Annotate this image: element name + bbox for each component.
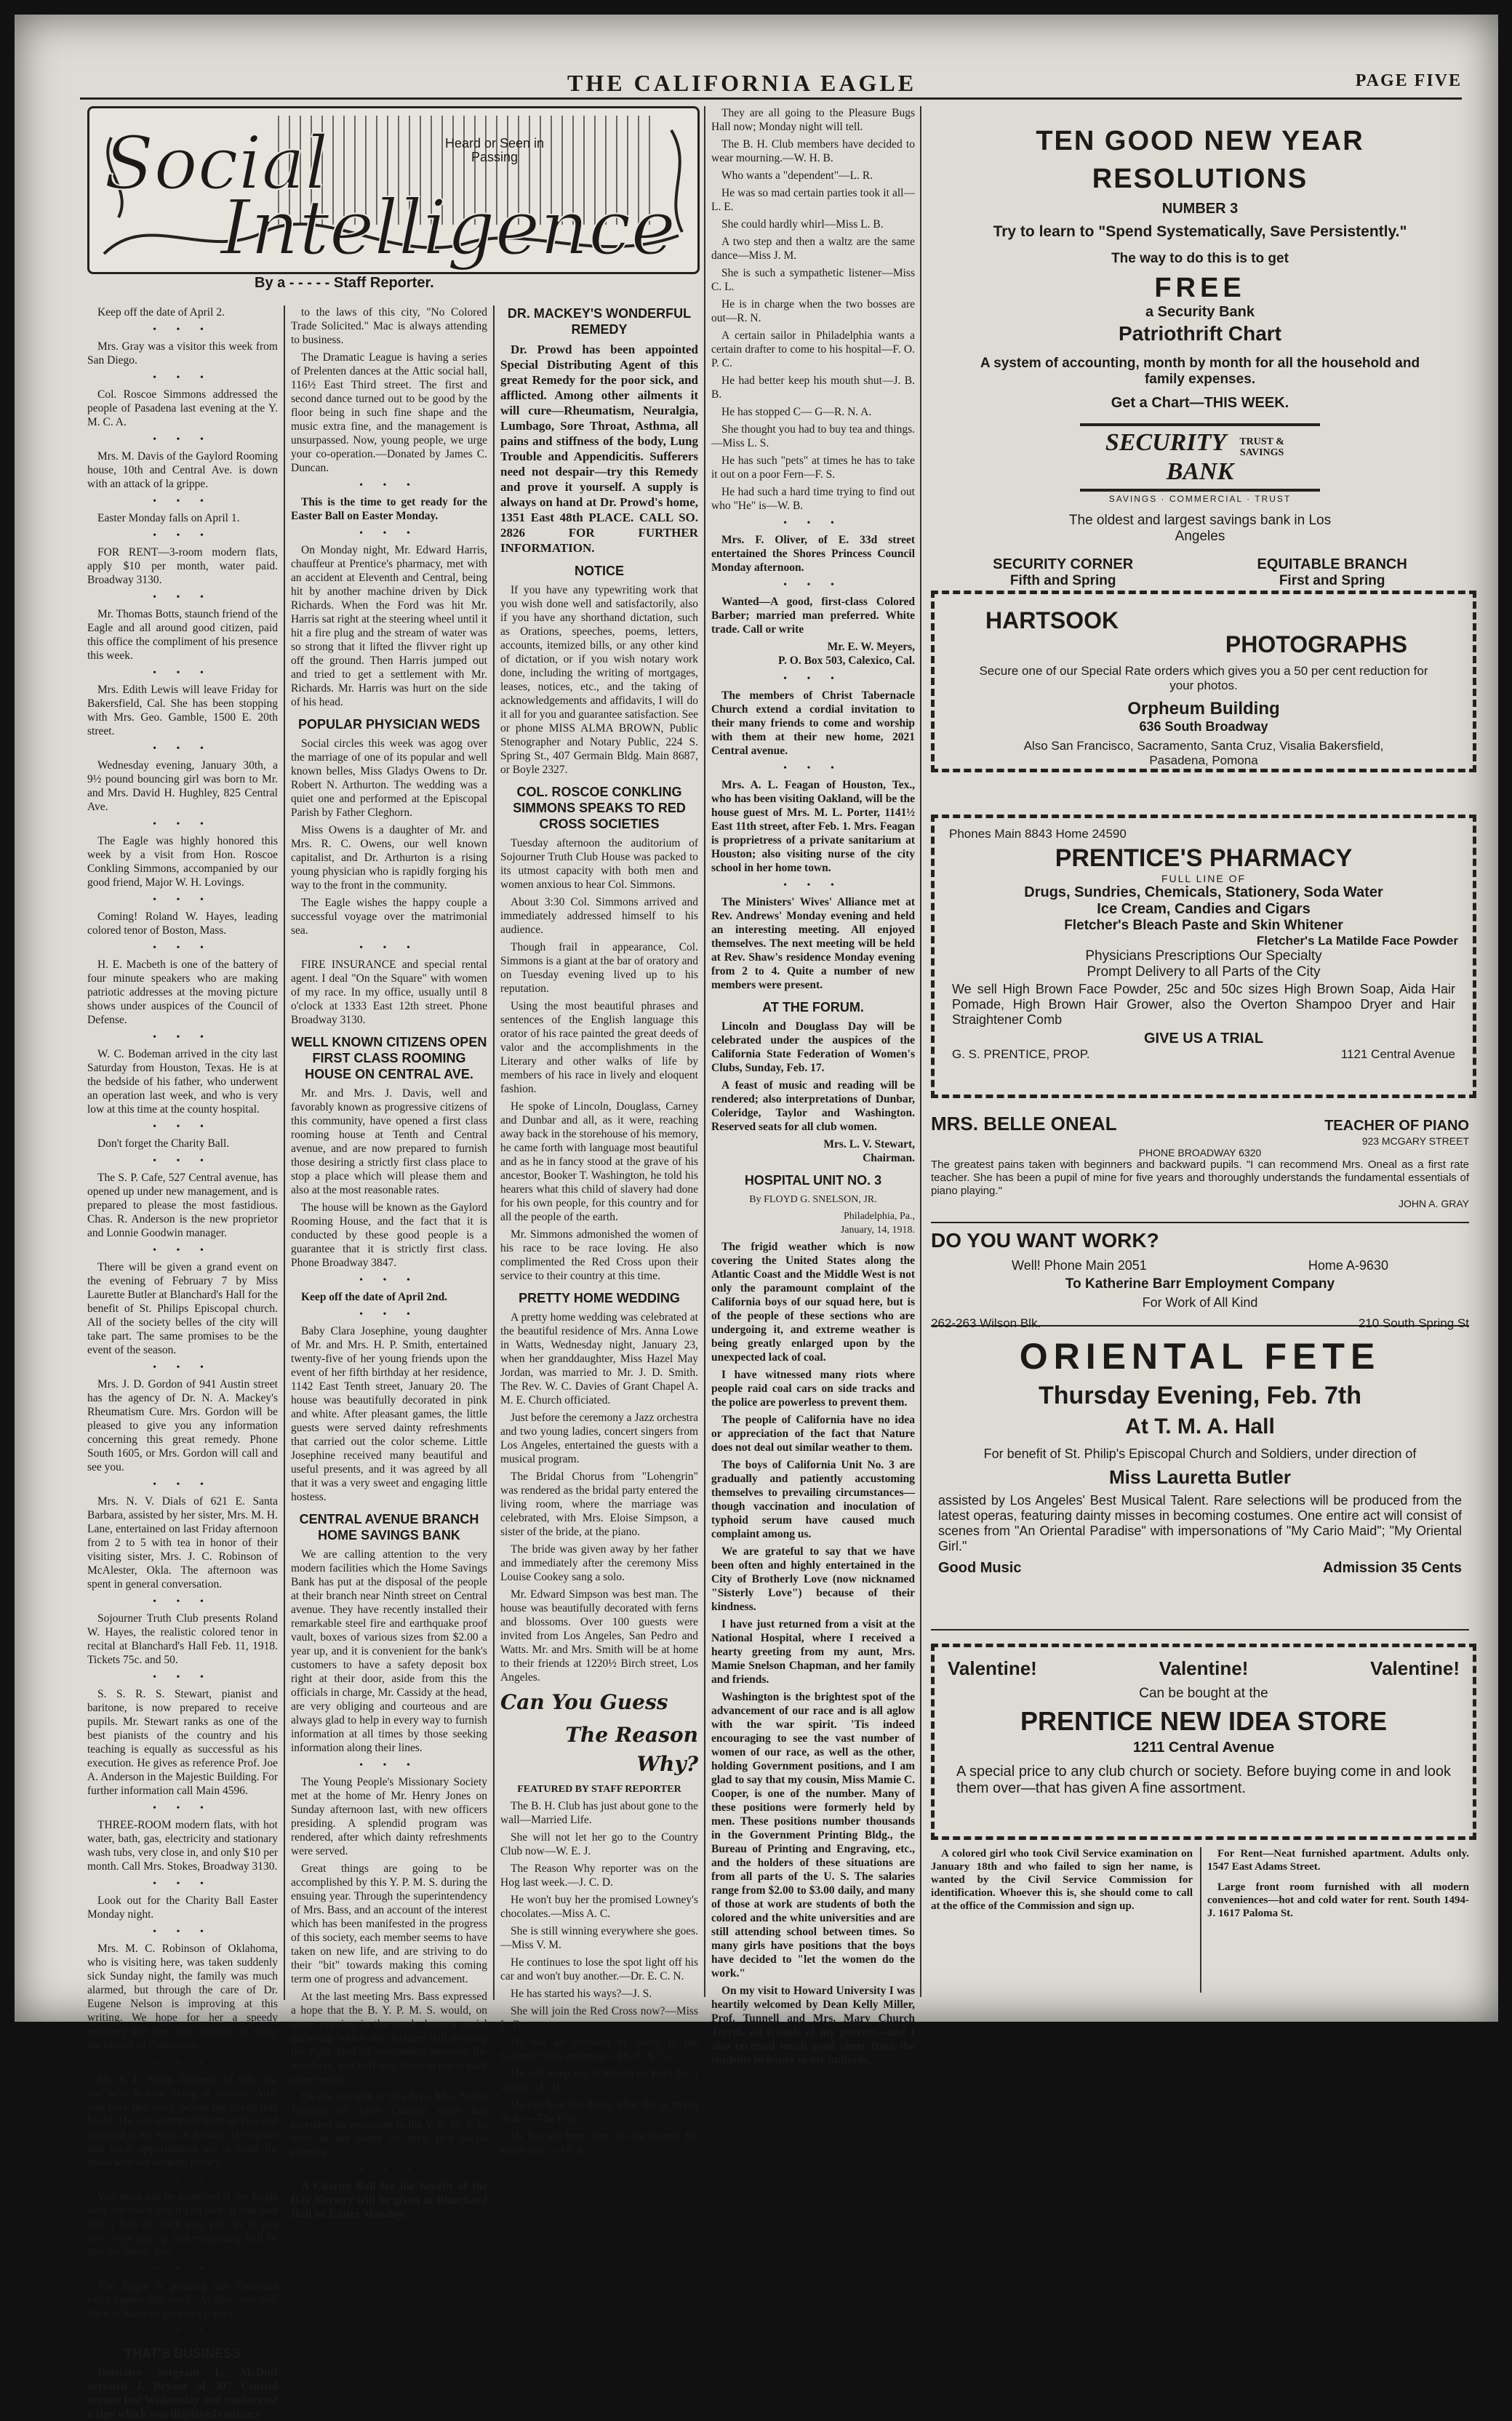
teacher-title: TEACHER OF PIANO [1324,1118,1469,1134]
hartsook-name: HARTSOOK [985,607,1119,633]
article-paragraph: On Monday night, Mr. Edward Harris, chauffeur at Prentice's pharmacy, met with an accident at Eleventh and Central, being hit by another machine driven by Dick Richards. When the Ford was hit Mr. Harris sat right at the steering wheel until it hit a fire plug and the stream of water was so strong that it lifted the flivver right up off the ground. Then Harris jumped out and tried to get a settlement with Mr. Richards. Mr. Harris was hurt on the side of his head. [291,544,487,708]
guess-item: He has an aversion of going to the Country Club anymore.—Dr. F. A. G. [500,2036,698,2062]
column-rule [704,106,705,1997]
article-paragraph: Mrs. A. L. Feagan of Houston, Tex., who has been visiting Oakland, will be the house guest of Mrs. M. L. Porter, 1141½ East 11th street, after Feb. 1. Mrs. Feagan is proprietress of a private sanitarium at Houston; also visiting nurse of the city school in her home town. [711,779,915,874]
staff-reporter-line: By a - - - - - Staff Reporter. [255,275,434,291]
article-paragraph: We are grateful to say that we have been often and highly entertained in the City of Brotherly Love (now nicknamed "Sisterly Love") because of their kindness. [711,1545,915,1613]
can-you-guess-title: Can You Guess [500,1690,668,1714]
featured-byline: FEATURED BY STAFF REPORTER [517,1784,681,1795]
free-text: FREE [1154,273,1246,303]
item-separator: • • • [153,2057,212,2068]
social-intelligence-banner [87,106,700,274]
get-chart: Get a Chart—THIS WEEK. [1111,395,1289,411]
local-item: There will be given a grand event on the evening of February 7 by Miss Laurette Butler at Blanchard's Hall for the benefit of St. Philips Episcopal church. All of the society belles of the city will take part. The same promises to be the event of the season. [87,1261,278,1356]
guess-item: They are all going to the Pleasure Bugs Hall now; Monday night will tell. [711,107,915,133]
article-paragraph: Tuesday afternoon the auditorium of Sojourner Truth Club House was packed to its utmost capacity with both men and women anxious to hear Col. Simmons. [500,837,698,891]
local-item: The Eagle was highly honored this week by a visit from Hon. Roscoe Conkling Simmons, accompanied by our good friend, Major W. H. Lovings. [87,835,278,889]
item-separator: • • • [153,943,212,953]
article-paragraph: Social circles this week was agog over the marriage of one of its popular and well known belles, Miss Gladys Owens to Dr. Robert N. Arthurton. The wedding was a quiet one and performed at the Episcopal Parish by Father Cleghorn. [291,737,487,819]
local-item: The S. P. Cafe, 527 Central avenue, has opened up under new management, and is prepared to please the most fastidious. Chas. R. Anderson is the new proprietor and Lonnie Goodwin manager. [87,1172,278,1239]
banner-ornament [89,108,697,272]
forum-signature: Mrs. L. V. Stewart, [823,1138,915,1151]
patriothrift-chart: Patriothrift Chart [1119,322,1281,345]
article-paragraph: A pretty home wedding was celebrated at the beautiful residence of Mrs. Anna Lowe in Watts, Wednesday night, January 23, when her granddaughter, Miss Hazel May Jordan, was married to Mr. J. D. Smith. The Rev. W. C. Davies of Grant Chapel A. M. E. Church officiated. [500,1311,698,1406]
item-separator: • • • [153,743,212,754]
fete-title: ORIENTAL FETE [1019,1336,1381,1377]
item-separator: • • • [153,530,212,541]
local-item: Coming! Roland W. Hayes, leading colored tenor of Boston, Mass. [87,911,278,937]
article-paragraph: The frigid weather which is now covering the United States along the Atlantic Coast and the Middle West is not only the paramount complaint of the California boys of our squad here, but is of the people of these sections who are undergoing it, and extreme weather is being greatly enlarged upon by the unexpected lack of coal. [711,1241,915,1364]
article-paragraph: Just before the ceremony a Jazz orchestra and two young ladies, concert singers from Los Angeles, entertained the guests with a musical program. [500,1412,698,1465]
banner-word-intelligence: Intelligence [220,183,676,272]
article-paragraph: The boys of California Unit No. 3 are gradually and patiently accustoming themselves to prevailing circumstances—though vaccination and inoculation of typhoid serum have caused much complaint among us. [711,1459,915,1540]
local-item: H. E. Macbeth is one of the battery of four minute speakers who are making patriotic addresses at the moving picture shows under auspices of the Council of Defense. [87,959,278,1026]
item-separator: • • • [153,1926,212,1937]
guess-item: She is still winning everywhere she goes.—Miss V. M. [500,1925,698,1951]
headline-hospital-unit: HOSPITAL UNIT NO. 3 [744,1173,882,1188]
ad-hartsook-photographs [931,591,1476,772]
classified-wanted: Wanted—A good, first-class Colored Barber; married man preferred. White trade. Call or write [711,596,915,636]
masthead [80,65,1462,100]
local-item: Mrs. N. V. Dials of 621 E. Santa Barbara, assisted by her sister, Mrs. M. H. Lane, entertained on last Friday afternoon from 2 to 5 with tea in honor of their visiting sister, Mrs. J. C. Robinson of McAlester, Okla. The afternoon was spent in general conversation. [87,1495,278,1590]
headline-savings-bank: CENTRAL AVENUE BRANCH HOME SAVINGS BANK [299,1512,479,1542]
fete-hall: At T. M. A. Hall [1125,1414,1275,1438]
ad-security-bank [931,106,1469,589]
security-bank-logo: SECURITY TRUST & SAVINGS BANK [1080,423,1320,492]
notice-paragraph: This is the time to get ready for the Easter Ball on Easter Monday. [291,496,487,522]
teacher-name: MRS. BELLE ONEAL [931,1113,1117,1135]
local-item: Mrs. M. Davis of the Gaylord Rooming house, 10th and Central Ave. is down with an attack of la grippe. [87,450,278,490]
local-item: Mr. Thomas Botts, staunch friend of the Eagle and all around good citizen, paid this office the compliment of his presence this week. [87,608,278,662]
local-item: Mrs. Gray was a visitor this week from San Diego. [87,340,278,367]
item-separator: • • • [153,2174,212,2185]
local-item: The Eagle is printing one thousand extra copies this week. At that, you will have to hurry to get extra copies. [87,2280,278,2320]
resolution-number: NUMBER 3 [1161,201,1239,217]
photo-address: 636 South Broadway [1139,719,1268,734]
article-paragraph: Mrs. F. Oliver, of E. 33d street entertained the Shores Princess Council Monday afternoon. [711,534,915,574]
headline-notice: NOTICE [574,564,624,578]
item-separator: • • • [153,1479,212,1490]
item-separator: • • • [153,1362,212,1373]
guess-item: She will not let her go to the Country Club now—W. E. J. [500,1831,698,1857]
article-paragraph: Using the most beautiful phrases and sentences of the English language this orator of his race painted the great deeds of valor and the accomplishments in the Literary and other walks of life by members of his race in lively and eloquent fashion. [500,1000,698,1095]
banner-subtitle: Heard or Seen in Passing [444,136,545,164]
item-separator: • • • [153,592,212,603]
ad-oriental-fete: ORIENTAL FETE Thursday Evening, Feb. 7th At T. M. A. Hall For benefit of St. Philip's Episcopal Church and Soldiers, under direction of Miss Lauretta Butler assisted by Los Angeles' Best Musical Talent. Rare selections will be produced from the latest operas, featuring dainty misses in becoming costumes. One entire act will consist of scenes from "An Oriental Paradise" with impersonations of "My Cario Maid"; "My Oriental Girl." Good Music Admission 35 Cents [931,1331,1469,1630]
local-item: W. C. Bodeman arrived in the city last Saturday from Houston, Texas. He is at the bedside of his father, who underwent an operation last week, and who is very low at this time at the county hospital. [87,1048,278,1116]
photo-locations: Also San Francisco, Sacramento, Santa Cruz, Visalia Bakersfield, Pasadena, Pomona [1023,739,1384,767]
local-item: Sojourner Truth Club presents Roland W. Hayes, the realistic colored tenor in recital at Blanchard's Hall Feb. 11, 1918. Tickets 75c. and 50. [87,1612,278,1666]
local-item: Mrs. Edith Lewis will leave Friday for Bakersfield, Cal. She has been stopping with Mrs. Geo. Gamble, 1500 E. 20th street. [87,684,278,737]
resolutions-title: TEN GOOD NEW YEAR RESOLUTIONS [1036,126,1364,194]
work-title: DO YOU WANT WORK? [931,1229,1159,1252]
column-rule [920,106,921,1997]
page-number: PAGE FIVE [1355,71,1462,90]
dateline-date: January, 14, 1918. [840,1225,915,1236]
column-3 [500,305,699,2156]
headline-thats-business: THAT'S BUSINESS [124,2346,241,2361]
article-paragraph: The Eagle wishes the happy couple a successful voyage over the matrimonial sea. [291,897,487,937]
guess-item: He has such "pets" at times he has to take it out on a poor Fern—F. S. [711,455,915,481]
article-paragraph: Detective Sergeant L. McDuff arrested J. Bryant of 307 Central avenue last Wednesday and confiscated a sign which was displayed contrary [87,2366,278,2420]
column-4: They are all going to the Pleasure Bugs Hall now; Monday night will tell. The B. H. Club members have decided to wear mourning.—W. H. B. Who wants a "dependent"—L. R. He was so mad certain parties took it all—L. E. She could hardly whirl—Miss L. B. A two step and then a waltz are the same dance—Miss J. M. She is such a sympathetic listener—Miss C. L. He is in charge when the two bosses are out—R. N. A certain sailor in Philadelphia wants a certain drafter to come to his hospital—F. O. P. C. He had better keep his mouth shut—J. B. B. He has stopped C— G—R. N. A. She thought you had to buy tea and things.—Miss L. S. He has such "pets" at times he has to take it out on a poor Fern—F. S. He had such a hard time trying to find out who "He" is—W. B. • • • Mrs. F. Oliver, of E. 33d street entertained the Shores Princess Council Monday afternoon. • • • Wanted—A good, first-class Colored Barber; married man preferred. White trade. Call or write Mr. E. W. Meyers, P. O. Box 503, Calexico, Cal. • • • The members of Christ Tabernacle Church extend a cordial invitation to their many friends to come and worship with them at their new home, 2021 Central avenue. • • • Mrs. A. L. Feagan of Houston, Tex., who has been visiting Oakland, will be the house guest of Mrs. M. L. Porter, 1141½ East 11th street, after Feb. 1. Mrs. Feagan is proprietress of a private sanitarium at Houston; also visiting nurse of the city school in her home town. • • • The Ministers' Wives' Alliance met at Rev. Andrews' Monday evening and held an interesting meeting. All enjoyed themselves. The next meeting will be held at Rev. Shaw's residence Monday evening from 2 to 4. Quite a number of new members were present. AT THE FORUM. Lincoln and Douglass Day will be celebrated under the auspices of the California State Federation of Women's Clubs, Sunday, Feb. 17. A feast of music and reading will be rendered; also interpretations of Dunbar, Coleridge, Taylor and Washington. Reserved seats for all club women. Mrs. L. V. Stewart, Chairman. HOSPITAL UNIT NO. 3 By FLOYD G. SNELSON, JR. Philadelphia, Pa., January, 14, 1918. The frigid weather which is now covering the United States along the Atlantic Coast and the Middle West is not only the paramount complaint of the California boys of our squad here, but is of the people of these sections who are undergoing it, and extreme weather is being greatly enlarged upon by the unexpected lack of coal. I have witnessed many riots where people raid coal cars on side tracks and the police are powerless to prevent them. The people of California have no idea or appreciation of the fact that Nature does not deal out similar weather to them. The boys of California Unit No. 3 are gradually and patiently accustoming themselves to prevailing circumstances—though vaccination and inoculation of typhoid serum have caused much complaint among us. We are grateful to say that we have been often and highly entertained in the City of Brotherly Love (now nicknamed "Sisterly Love") because of their kindness. I have just returned from a visit at the National Hospital, where I received a hearty greeting from my aunt, Mrs. Mamie Snelson Chapman, and her family and friends. Washington is the brightest spot of the advancement of our race and is all aglow with the war spirit. 'Tis indeed encouraging to see the vast number of women of our race, as well as the other, holding Government positions, and I am glad to say that my cousin, Miss Mamie C. Cooper, is one of the number. Many of these positions were formerly held by men. These positions number thousands in the Government Printing Bldg., the Bureau of Printing and Engraving, etc., and the holders of these situations are from all parts of the U. S. The salaries range from $2.00 to $3.00 daily, and many of those at work are students of both the colored and the white universities and are still attending school between times. So many girls have positions that the boys have decided to "let the women do the work." On my visit to Howard University I was heartily welcomed by Dean Kelly Miller, Prof. Tunnell and Mrs. Mary Church Terrill, all friends of my parents—and I also received much good cheer from the students in honor to my uniform. [711,107,915,2066]
item-separator: • • • [153,1596,212,1607]
article-paragraph: Mr. and Mrs. J. Davis, well and favorably known as progressive citizens of this community, have opened a first class rooming house at Tenth and Central avenue, and are now prepared to furnish those desiring a strictly first class place to stop a place which will please them and also at the most reasonable rates. [291,1087,487,1196]
for-rent-classifieds: For Rent—Neat furnished apartment. Adults only. 1547 East Adams Street. Large front room furnished with all modern conveniences—hot and cold water for rent. South 1494-J. 1617 Paloma St. [1207,1848,1469,1919]
guess-item: She will join the Red Cross now?—Miss L. B. [500,2005,698,2031]
hospital-byline: By FLOYD G. SNELSON, JR. [749,1194,877,1205]
article-paragraph: Great things are going to be accomplished by this Y. P. M. S. during the ensuing year. Through the superintendency of Mrs. Bass, and an account of the interest which has been manifested in the progress of this society, each member seems to have taken on new life, and are striving to do their "bit" towards making this coming term one of progress and advancement. [291,1862,487,1985]
item-separator: • • • [153,2264,212,2275]
article-paragraph: I have just returned from a visit at the National Hospital, where I received a hearty greeting from my aunt, Mrs. Mamie Snelson Chapman, and her family and friends. [711,1618,915,1686]
article-paragraph: Mr. Simmons admonished the women of his race to be race loving. He also complimented the Red Cross upon their service to their country at this time. [500,1228,698,1282]
headline-home-wedding: PRETTY HOME WEDDING [519,1291,680,1305]
guess-item: She could hardly whirl—Miss L. B. [721,218,884,231]
local-item: Col. Roscoe Simmons addressed the people of Pasadena last evening at the Y. M. C. A. [87,388,278,428]
resolution-text: Try to learn to "Spend Systematically, Save Persistently." [993,223,1407,240]
banner-word-social: Social [104,121,329,206]
article-paragraph: At the last meeting Mrs. Bass expressed a hope that the B. Y. P. M. S. would, on some evening in the week, have a social gathering which she declares will develop the right kind of association between the members, and will help them to know each other better. [291,1990,487,2086]
guess-item: He won't buy her the promised Lowney's chocolates.—Miss A. C. [500,1894,698,1920]
article-paragraph: The bride was given away by her father and immediately after the ceremony Miss Louise Cookey sang a solo. [500,1543,698,1583]
pharmacy-phones: Phones Main 8843 Home 24590 [949,827,1127,841]
column-rule [493,305,495,2000]
store-name: PRENTICE NEW IDEA STORE [1020,1706,1388,1736]
guess-item: He has not been seen on the avenue for some time.—W. K. [500,2130,698,2156]
ad-belle-oneal-piano: MRS. BELLE ONEAL TEACHER OF PIANO 923 MCGARY STREET PHONE BROADWAY 6320 The greatest pains taken with beginners and backward pupils. "I can recommend Mrs. Oneal as a first rate teacher. She has been a pupil of mine for five years and thoroughly understands the fundamental essentials of piano playing." JOHN A. GRAY [931,1113,1469,1209]
item-separator: • • • [153,1121,212,1132]
oldest-bank-text: The oldest and largest savings bank in Los Angeles [1068,513,1332,545]
local-item: Mrs. J. D. Gordon of 941 Austin street has the agency of Dr. N. A. Mackey's Rheumatism Cure. Mrs. Gordon will be pleased to give you any information concerning this great remedy. Phone South 1605, or Mrs. Gordon will call and see you. [87,1378,278,1473]
pharmacy-name: PRENTICE'S PHARMACY [1055,844,1353,872]
article-paragraph: The house will be known as the Gaylord Rooming House, and the fact that it is conducted by these good people is a guarantee that it is strictly first class. Phone Broadway 3847. [291,1201,487,1269]
column-rule [284,305,285,2000]
local-item: Easter Monday falls on April 1. [97,512,240,524]
article-paragraph: About 3:30 Col. Simmons arrived and immediately addressed himself to his audience. [500,896,698,936]
item-separator: • • • [153,819,212,830]
headline-col-simmons: COL. ROSCOE CONKLING SIMMONS SPEAKS TO RED CROSS SOCIETIES [513,785,686,831]
item-separator: • • • [153,1672,212,1683]
wanted-signature: Mr. E. W. Meyers, [827,641,915,653]
article-paragraph: Though frail in appearance, Col. Simmons is a giant at the bar of oratory and on Tuesday evening lived up to his reputation. [500,941,698,995]
reason-why-title: The Reason Why? [565,1723,698,1776]
local-item: Wednesday evening, January 30th, a 9½ pound bouncing girl was born to Mr. and Mrs. David H. Hughley, 825 Central Ave. [87,759,278,813]
item-separator: • • • [153,1878,212,1889]
way-text: The way to do this is to get [1111,251,1289,266]
article-paragraph: The Bridal Chorus from "Lohengrin" was rendered as the bridal party entered the living room, where the marriage was celebrated, with Mrs. Eloise Simpson, a sister of the bride, at the piano. [500,1470,698,1538]
guess-item: He had such a hard time trying to find out who "He" is—W. B. [711,486,915,512]
item-separator: • • • [153,2326,212,2337]
ad-prentices-pharmacy: Phones Main 8843 Home 24590 PRENTICE'S PHARMACY FULL LINE OF Drugs, Sundries, Chemicals, Stationery, Soda Water Ice Cream, Candies and Cigars Fletcher's Bleach Paste and Skin Whitener Fletcher's La Matilde Face Powder Physicians Prescriptions Our Specialty Prompt Delivery to all Parts of the City We sell High Brown Face Powder, 25c and 50c sizes High Brown Soap, Aida Hair Pomade, High Brown Hair Grower, also the Overton Shampoo Dryer and Hair Straightener Comb GIVE US A TRIAL G. S. PRENTICE, PROP. 1121 Central Avenue [931,815,1476,1098]
local-item: Mrs. M. C. Robinson of Oklahoma, who is visiting here, was taken suddenly sick Sunday night, the family was much alarmed, but through the care of Dr. Eugene Nelson is improving at this writing. We hope for her a speedy recovery that she may continue to enjoy the beauty of California. [87,1942,278,2052]
article-paragraph: Lincoln and Douglass Day will be celebrated under the auspices of the California State Federation of Women's Clubs, Sunday, Feb. 17. [711,1020,915,1074]
local-item: S. S. R. S. Stewart, pianist and baritone, is now prepared to receive pupils. Mr. Stewart ranks as one of the best pianists of the country and his teaching is equally as successful as his execution. He gives as reference Prof. Joe A. Anderson in the Majestic Building. For further information call Main 4596. [87,1688,278,1797]
guess-item: He will keep out of Prentice's Ford for a while.—E. H. [500,2068,698,2094]
column-1-locals [87,305,278,2420]
article-paragraph: I have witnessed many riots where people raid coal cars on side tracks and the police are powerless to prevent them. [711,1369,915,1409]
article-paragraph: Washington is the brightest spot of the advancement of our race and is all aglow with the war spirit. 'Tis indeed encouraging to see the vast number of women of our race, as well as the other, holding Government positions, and I am glad to say that my cousin, Miss Mamie C. Cooper, is one of the number. Many of these positions were formerly held by men. These positions number thousands in the Government Printing Bldg., the Bureau of Printing and Engraving, etc., and the holders of these situations are from all parts of the U. S. The salaries range from $2.00 to $3.00 daily, and many of those at work are students of both the colored and the white universities and are still attending school between times. So many girls have positions that the boys have decided to "let the women do the work." [711,1691,915,1980]
orpheum-building: Orpheum Building [1127,699,1280,719]
newspaper-page [15,15,1498,2420]
guess-item: The B. H. Club members have decided to wear mourning.—W. H. B. [711,138,915,164]
guess-item: A certain sailor in Philadelphia wants a certain drafter to come to his hospital—F. O. P. C. [711,329,915,369]
guess-item: He continues to lose the spot light off his car and won't buy another.—Dr. E. C. N. [500,1956,698,1982]
item-separator: • • • [153,434,212,445]
notice-paragraph: Keep off the date of April 2nd. [301,1291,448,1303]
article-paragraph: The Young People's Missionary Society met at the home of Mr. Henry Jones on Sunday afternoon last, with new officers presiding. A splendid program was rendered, after which dainty refreshments were served. [291,1776,487,1857]
item-separator: • • • [153,372,212,383]
article-paragraph: On the strength of this hope Mrs. Nettie Johnson of 1109 Clanton street has extended an invitation to the Y. P. M. S. to meet at her home on their first social evening. [291,2091,487,2158]
item-separator: • • • [153,1156,212,1167]
remedy-paragraph: Dr. Prowd has been appointed Special Distributing Agent of this great Remedy for the poor sick, and afflicted. Among other ailments it will cure—Rheumatism, Neuralgia, Lumbago, Sore Throat, Asthma, all pains and stiffness of the body, Lung Trouble and Appendicitis. Sufferers need not despair—try this Remedy and prove it yourself. A supply is always on hand at Dr. Prowd's home, 1351 East 48th PLACE. CALL SO. 2826 FOR FURTHER INFORMATION. [500,343,698,555]
local-item: You must not be surprised if the Eagle does not reach you if you owe. If you owe and it fails to reach you, pay up. If you owe, why pay up and everything will be just the better. See. [87,2190,278,2258]
local-item: Keep off the date of April 2. [97,306,225,319]
article-paragraph: The people of California have no idea or appreciation of the fact that Nature does not deal out similar weather to them. [711,1414,915,1454]
bank-branches: SECURITY CORNER Fifth and Spring EQUITABLE BRANCH First and Spring [993,556,1407,589]
local-item: Mr. A. L. Kelly, formerly of this city, and who is now living at Jerome, Ariz. was here this week before the exemption board. He was exempted from service and returned to his work at Jerome. He reports that great opportunities are at hand for those who are seeking money. [87,2073,278,2169]
ad-valentine-store: Valentine! Valentine! Valentine! Can be bought at the PRENTICE NEW IDEA STORE 1211 Central Avenue A special price to any club church or society. Before buying come in and look them over—that has given A fine assortment. [931,1644,1476,1840]
guess-item: He had better keep his mouth shut—J. B. B. [711,375,915,401]
article-paragraph: Baby Clara Josephine, young daughter of Mr. and Mrs. H. P. Smith, entertained twenty-five of her young friends upon the event of her fifth birthday at her residence, 1142 East Tenth street, January 20. The house was beautifully decorated in pink and white. After pleasant games, the little guests were served dainty refreshments that carried out the color scheme. Little Josephine received many beautiful and useful presents, and it was agreed by all that it was a very sweet and engaging little hostess. [291,1325,487,1503]
paper-title: THE CALIFORNIA EAGLE [567,70,917,96]
guess-item: The B. H. Club has just about gone to the wall—Married Life. [500,1800,698,1826]
guess-item: She thought you had to buy tea and things.—Miss L. S. [711,423,915,449]
security-bank-text: a Security Bank [1145,304,1255,320]
item-separator: • • • [153,1032,212,1043]
guess-item: He has stopped C— G—R. N. A. [721,406,872,418]
headline-mackey-remedy: DR. MACKEY'S WONDERFUL REMEDY [507,306,692,337]
article-paragraph: We are calling attention to the very modern facilities which the Home Savings Bank has put at the disposal of the people at their branch near Ninth street on Central avenue. They have recently installed their remarkable steel fire and earthquake proof vault, boxes of various sizes from $2.00 a year up, and it is convenient for the bank's customers to have a safety deposit box right at their door, aside from this the officials in charge, Mr. Cassidy at the head, are very obliging and courteous and are always glad to help in every way to furnish information at all times by those seeking information along their lines. [291,1548,487,1754]
article-paragraph: The members of Christ Tabernacle Church extend a cordial invitation to their many friends to come and worship with them at their new home, 2021 Central avenue. [711,689,915,757]
article-paragraph: If you have any typewriting work that you wish done well and satisfactorily, also if you have any shorthand dictation, such as Orations, speeches, poems, letters, accounts, itemized bills, or any other kind of dictation, or if you wish notary work done, including the writing of mortgages, leases, notices, etc., and the taking of acknowledgements and affidavits, I will do it all for you and guarantee satisfaction. See or phone MISS ALMA BROWN, Public Stenographer and Notary Public, 224 S. Spring St., 407 Germain Bldg. Main 8687, or Boyle 2327. [500,584,699,776]
guess-item: He was so mad certain parties took it all—L. E. [711,187,915,213]
article-paragraph: On my visit to Howard University I was heartily welcomed by Dean Kelly Miller, Prof. Tunnell and Mrs. Mary Church Terrill, all friends of my parents—and I also received much good cheer from the students in honor to my uniform. [711,1985,915,2066]
article-paragraph: Mr. Edward Simpson was best man. The house was beautifully decorated with ferns and blossoms. Over 100 guests were invited from Los Angeles, San Pedro and Watts. Mr. and Mrs. Smith will be at home to their friends at 1220½ Birch street, Los Angeles. [500,1588,698,1684]
article-paragraph: to the laws of this city, "No Colored Trade Solicited." Mac is always attending to business. [291,306,487,346]
item-separator: • • • [153,668,212,679]
guess-item: A two step and then a waltz are the same dance—Miss J. M. [711,236,915,262]
column-2: to the laws of this city, "No Colored Trade Solicited." Mac is always attending to business. The Dramatic League is having a series of Prelenten dances at the Attic social hall, 116½ East Third street. The first and second dance turned out to be good by the floor being in such fine shape and the music extra fine, and the management is unsurpassed. Now, young people, we urge your co-operation.—Donated by James C. Duncan. • • • This is the time to get ready for the Easter Ball on Easter Monday. • • • On Monday night, Mr. Edward Harris, chauffeur at Prentice's pharmacy, met with an accident at Eleventh and Central, being hit by another machine driven by Dick Richards. When the Ford was hit Mr. Harris sat right at the steering wheel until it hit a fire plug and the stream of water was so strong that it lifted the flivver right up off the ground. Then Harris jumped out and tried to get a settlement with Mr. Richards. Mr. Harris was hurt on the side of his head. POPULAR PHYSICIAN WEDS Social circles this week was agog over the marriage of one of its popular and well known belles, Miss Gladys Owens to Dr. Robert N. Arthurton. The wedding was a quiet one and performed at the Episcopal Parish by Father Cleghorn. Miss Owens is a daughter of Mr. and Mrs. R. C. Owens, our well known capitalist, and Dr. Arthurton is a rising young physician who is rapidly forging his way to the front in the community. The Eagle wishes the happy couple a successful voyage over the matrimonial sea. • • • FIRE INSURANCE and special rental agent. I deal "On the Square" with women of my race. In my office, usually until 8 o'clock at 1333 East 12th street. Phone Broadway 3130. WELL KNOWN CITIZENS OPEN FIRST CLASS ROOMING HOUSE ON CENTRAL AVE. Mr. and Mrs. J. Davis, well and favorably known as progressive citizens of this community, have opened a first class rooming house at Tenth and Central avenue, and are now prepared to furnish those desiring a strictly first class place to stop a place which will please them and also at the most reasonable rates. The house will be known as the Gaylord Rooming House, and the fact that it is conducted by these good people is a guarantee that it is strictly first class. Phone Broadway 3847. • • • Keep off the date of April 2nd. • • • Baby Clara Josephine, young daughter of Mr. and Mrs. H. P. Smith, entertained twenty-five of her young friends upon the event of her fifth birthday at her residence, 1142 East Tenth street, January 20. The house was beautifully decorated in pink and white. After pleasant games, the little guests were served dainty refreshments that carried out the color scheme. Little Josephine received many beautiful and useful presents, and it was agreed by all that it was a very sweet and engaging little hostess. CENTRAL AVENUE BRANCH HOME SAVINGS BANK We are calling attention to the very modern facilities which the Home Savings Bank has put at the disposal of the people at their branch near Ninth street on Central avenue. They have recently installed their remarkable steel fire and earthquake proof vault, boxes of various sizes from $2.00 a year up, and it is convenient for the bank's customers to have a safety deposit box right at their door, aside from this the officials in charge, Mr. Cassidy at the head, are very obliging and courteous and are always glad to help in every way to furnish information at all times by those seeking information along their lines. • • • The Young People's Missionary Society met at the home of Mr. Henry Jones on Sunday afternoon last, with new officers presiding. A splendid program was rendered, after which dainty refreshments were served. Great things are going to be accomplished by this Y. P. M. S. during the ensuing year. Through the superintendency of Mrs. Bass, and an account of the interest which has been manifested in the progress of this society, each member seems to have taken on new life, and are striving to do their "bit" towards making this coming term one of progress and advancement. At the last meeting Mrs. Bass expressed a hope that the B. Y. P. M. S. would, on some evening in the week, have a social gathering which she declares will develop the right kind of association between the members, and will help them to know each other better. On the strength of this hope Mrs. Nettie Johnson of 1109 Clanton street has extended an invitation to the Y. P. M. S. to meet at her home on their first social evening. • • • A Charity Ball for the benefit of the Day Nursery will be given at Blanchard Hall on Easter Monday. [291,306,487,2220]
civil-service-notice: A colored girl who took Civil Service examination on January 18th and who failed to sign her name, is wanted by the Civil Service Commission for identification. Whoever this is, she should come to call at the office of the Commission and sign up. [931,1848,1193,1912]
item-separator: • • • [153,895,212,905]
article-paragraph: The Ministers' Wives' Alliance met at Rev. Andrews' Monday evening and held an interesting meeting. All enjoyed themselves. The next meeting will be held at Rev. Shaw's residence Monday evening from 2 to 4. Quite a number of new members were present. [711,896,915,991]
headline-at-the-forum: AT THE FORUM. [762,1000,864,1015]
guess-item: He can beat her doing what she is trying to do.—The Flirt. [500,2099,698,2125]
article-paragraph: Miss Owens is a daughter of Mr. and Mrs. R. C. Owens, our well known capitalist, and Dr. Arthurton is a rising young physician who is rapidly forging his way to the front in the community. [291,824,487,892]
item-separator: • • • [153,324,212,335]
local-item: THREE-ROOM modern flats, with hot water, bath, gas, electricity and stationary wash tubs, very close in, and only $10 per month. Call Mrs. Stokes, Broadway 3130. [87,1819,278,1873]
item-separator: • • • [153,1245,212,1256]
ad-do-you-want-work: DO YOU WANT WORK? Well! Phone Main 2051 Home A-9630 To Katherine Barr Employment Company For Work of All Kind 262-263 Wilson Blk. 210 South Spring St [931,1222,1469,1326]
headline-rooming-house: WELL KNOWN CITIZENS OPEN FIRST CLASS ROOMING HOUSE ON CENTRAL AVE. [291,1035,487,1081]
notice-paragraph: A Charity Ball for the benefit of the Day Nursery will be given at Blanchard Hall on Easter Monday. [291,2180,487,2220]
headline-physician-weds: POPULAR PHYSICIAN WEDS [297,717,481,732]
guess-item: Who wants a "dependent"—L. R. [721,169,873,182]
item-separator: • • • [153,496,212,507]
local-item: Don't forget the Charity Ball. [97,1137,230,1150]
guess-item: He has started his ways?—J. S. [511,1988,652,2000]
guess-item: The Reason Why reporter was on the Hog last week.—J. C. D. [500,1862,698,1889]
wanted-address: P. O. Box 503, Calexico, Cal. [777,655,915,667]
photo-offer: Secure one of our Special Rate orders which gives you a 50 per cent reduction for your photos. [979,664,1428,692]
forum-signature-title: Chairman. [863,1152,915,1164]
item-separator: • • • [153,1803,212,1814]
accounting-system: A system of accounting, month by month for all the household and family expenses. [980,356,1420,387]
article-paragraph: A feast of music and reading will be rendered; also interpretations of Dunbar, Coleridge, Taylor and Washington. Reserved seats for all club women. [711,1079,915,1133]
fete-director: Miss Lauretta Butler [1109,1466,1291,1488]
local-item: Look out for the Charity Ball Easter Monday night. [87,1894,278,1921]
dateline: Philadelphia, Pa., [844,1211,915,1222]
guess-item: She is such a sympathetic listener—Miss C. L. [711,267,915,293]
article-paragraph: FIRE INSURANCE and special rental agent. I deal "On the Square" with women of my race. In my office, usually until 8 o'clock at 1333 East 12th street. Phone Broadway 3130. [291,959,487,1026]
guess-item: He is in charge when the two bosses are out—R. N. [711,298,915,324]
bank-departments: SAVINGS · COMMERCIAL · TRUST [1108,494,1292,505]
article-paragraph: The Dramatic League is having a series of Prelenten dances at the Attic social hall, 116½ East Third street. The first and second dance turned out to be good by the floor being in such fine shape and the music extra fine, and the management is unsurpassed. Now, young people, we urge your co-operation.—Donated by James C. Duncan. [291,351,487,474]
local-item: FOR RENT—3-room modern flats, apply $10 per month, water paid. Broadway 3130. [87,546,278,586]
fete-date: Thursday Evening, Feb. 7th [1039,1382,1361,1409]
photographs-word: PHOTOGRAPHS [1225,631,1407,657]
article-paragraph: He spoke of Lincoln, Douglass, Carney and Dunbar and all, as it were, reaching away back in the storehouse of his memory, he came forth with language most beautiful and as he in fancy stood at the grave of his ancestor, Booker T. Washington, he told his hearers what this child of slavery had done for his own people, for this country and for all the people of the earth. [500,1100,698,1223]
